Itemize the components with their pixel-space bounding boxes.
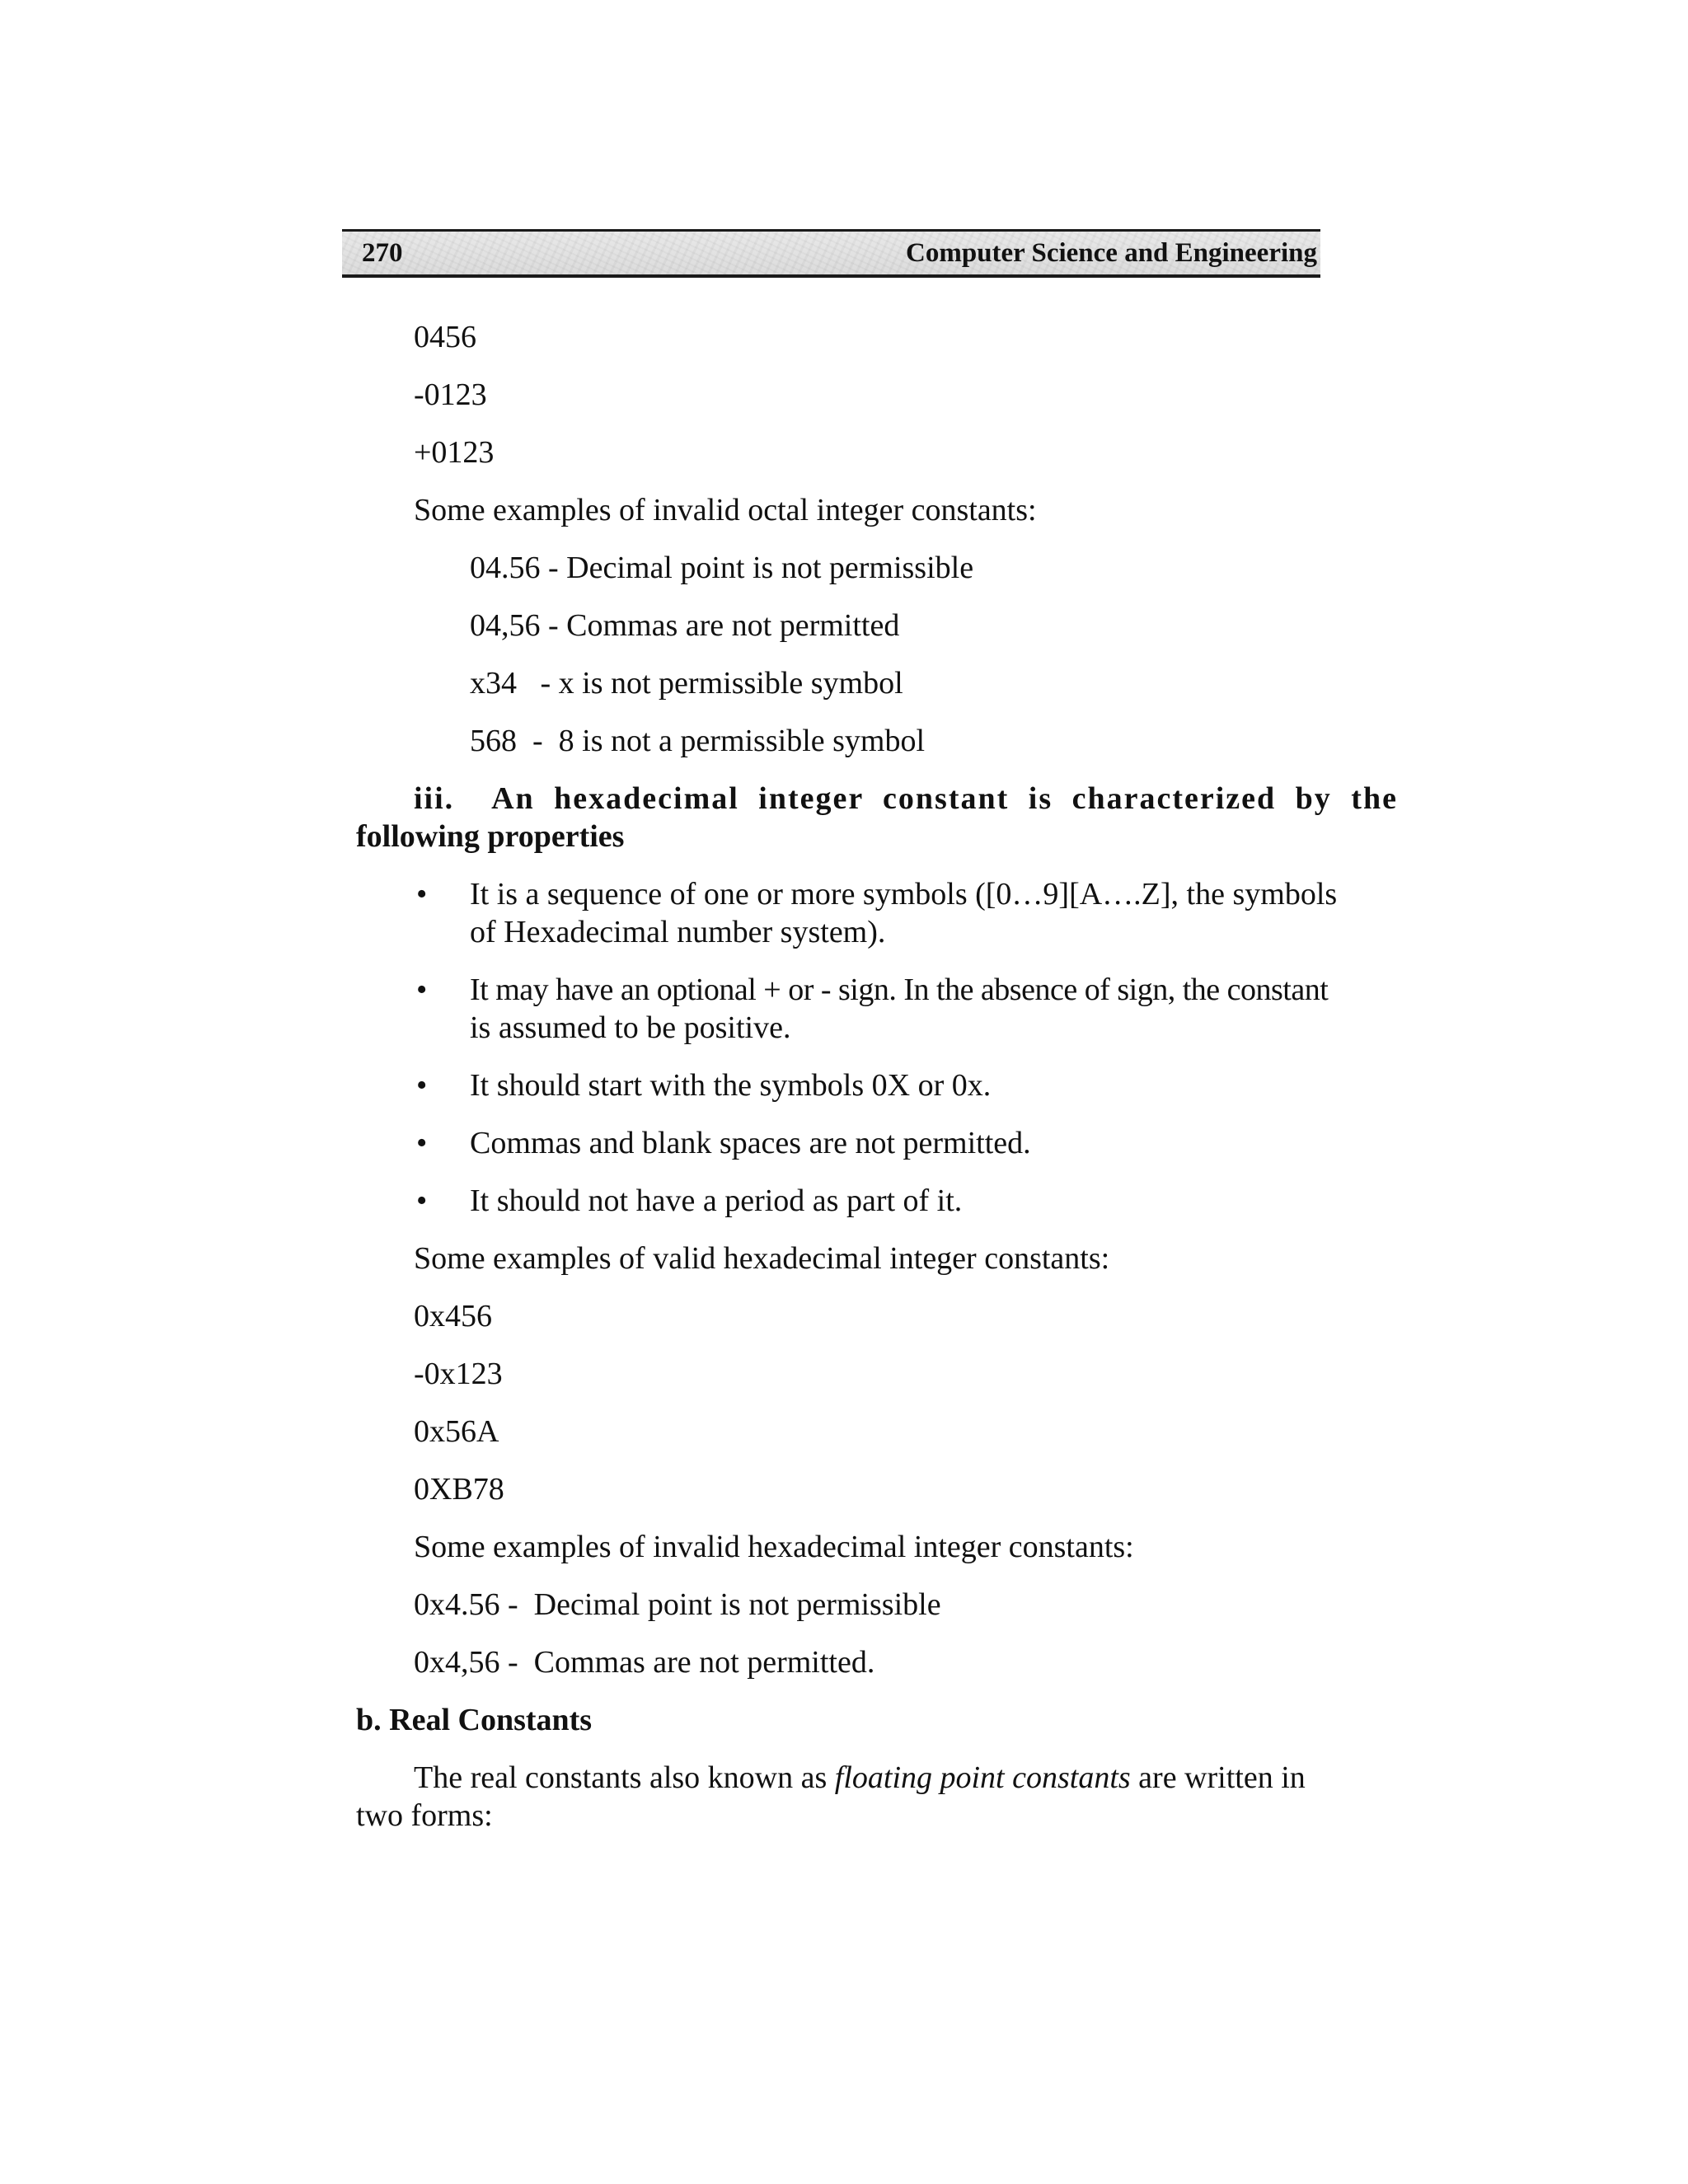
valid-hex-example: 0XB78 (414, 1472, 504, 1507)
hex-heading-line-2: following properties (356, 819, 625, 854)
invalid-octal-example: 568 - 8 is not a permissible symbol (470, 724, 926, 758)
hex-property-line: is assumed to be positive. (470, 1010, 791, 1045)
running-title: Computer Science and Engineering (906, 238, 1317, 268)
valid-hex-example: 0x456 (414, 1299, 492, 1333)
invalid-hex-example: 0x4,56 - Commas are not permitted. (414, 1645, 875, 1680)
emphasis-term: floating point constants (834, 1760, 1131, 1795)
valid-hex-intro: Some examples of valid hexadecimal integer constants: (414, 1241, 1110, 1276)
paragraph-text: are written in (1130, 1760, 1306, 1795)
bullet-icon: • (416, 877, 428, 912)
bullet-icon: • (416, 972, 428, 1007)
invalid-octal-intro: Some examples of invalid octal integer constants: (414, 493, 1037, 527)
hex-property-line: It should start with the symbols 0X or 0x. (470, 1068, 992, 1103)
bullet-icon: • (416, 1068, 428, 1103)
invalid-octal-example: 04.56 - Decimal point is not permissible (470, 551, 974, 585)
invalid-octal-example: 04,56 - Commas are not permitted (470, 608, 900, 643)
hex-property-line: It may have an optional + or - sign. In the absence of sign, the constant (470, 972, 1329, 1007)
hex-property-line: of Hexadecimal number system). (470, 915, 886, 949)
hex-heading-line-1: iii. An hexadecimal integer constant is characterized by the (414, 781, 1398, 816)
running-header (342, 229, 1320, 278)
real-constants-paragraph-line-1 (414, 1759, 1306, 1797)
invalid-hex-intro: Some examples of invalid hexadecimal integer constants: (414, 1530, 1134, 1564)
bullet-icon: • (416, 1126, 428, 1160)
page-number: 270 (362, 238, 403, 268)
paragraph-text: The real constants also known as (414, 1760, 835, 1795)
valid-octal-example: -0123 (414, 377, 487, 412)
hex-property-line: Commas and blank spaces are not permitted. (470, 1126, 1031, 1160)
invalid-hex-example: 0x4.56 - Decimal point is not permissible (414, 1587, 941, 1622)
valid-hex-example: -0x123 (414, 1357, 503, 1391)
valid-octal-example: +0123 (414, 435, 495, 470)
bullet-icon: • (416, 1183, 428, 1218)
hex-property-line: It should not have a period as part of it. (470, 1183, 963, 1218)
invalid-octal-example: x34 - x is not permissible symbol (470, 666, 903, 701)
hex-property-line: It is a sequence of one or more symbols ([0…9][A….Z], the symbols (470, 877, 1338, 912)
section-heading-real-constants: b. Real Constants (356, 1703, 593, 1737)
real-constants-paragraph-line-2: two forms: (356, 1798, 493, 1833)
valid-octal-example: 0456 (414, 320, 476, 354)
valid-hex-example: 0x56A (414, 1414, 499, 1449)
